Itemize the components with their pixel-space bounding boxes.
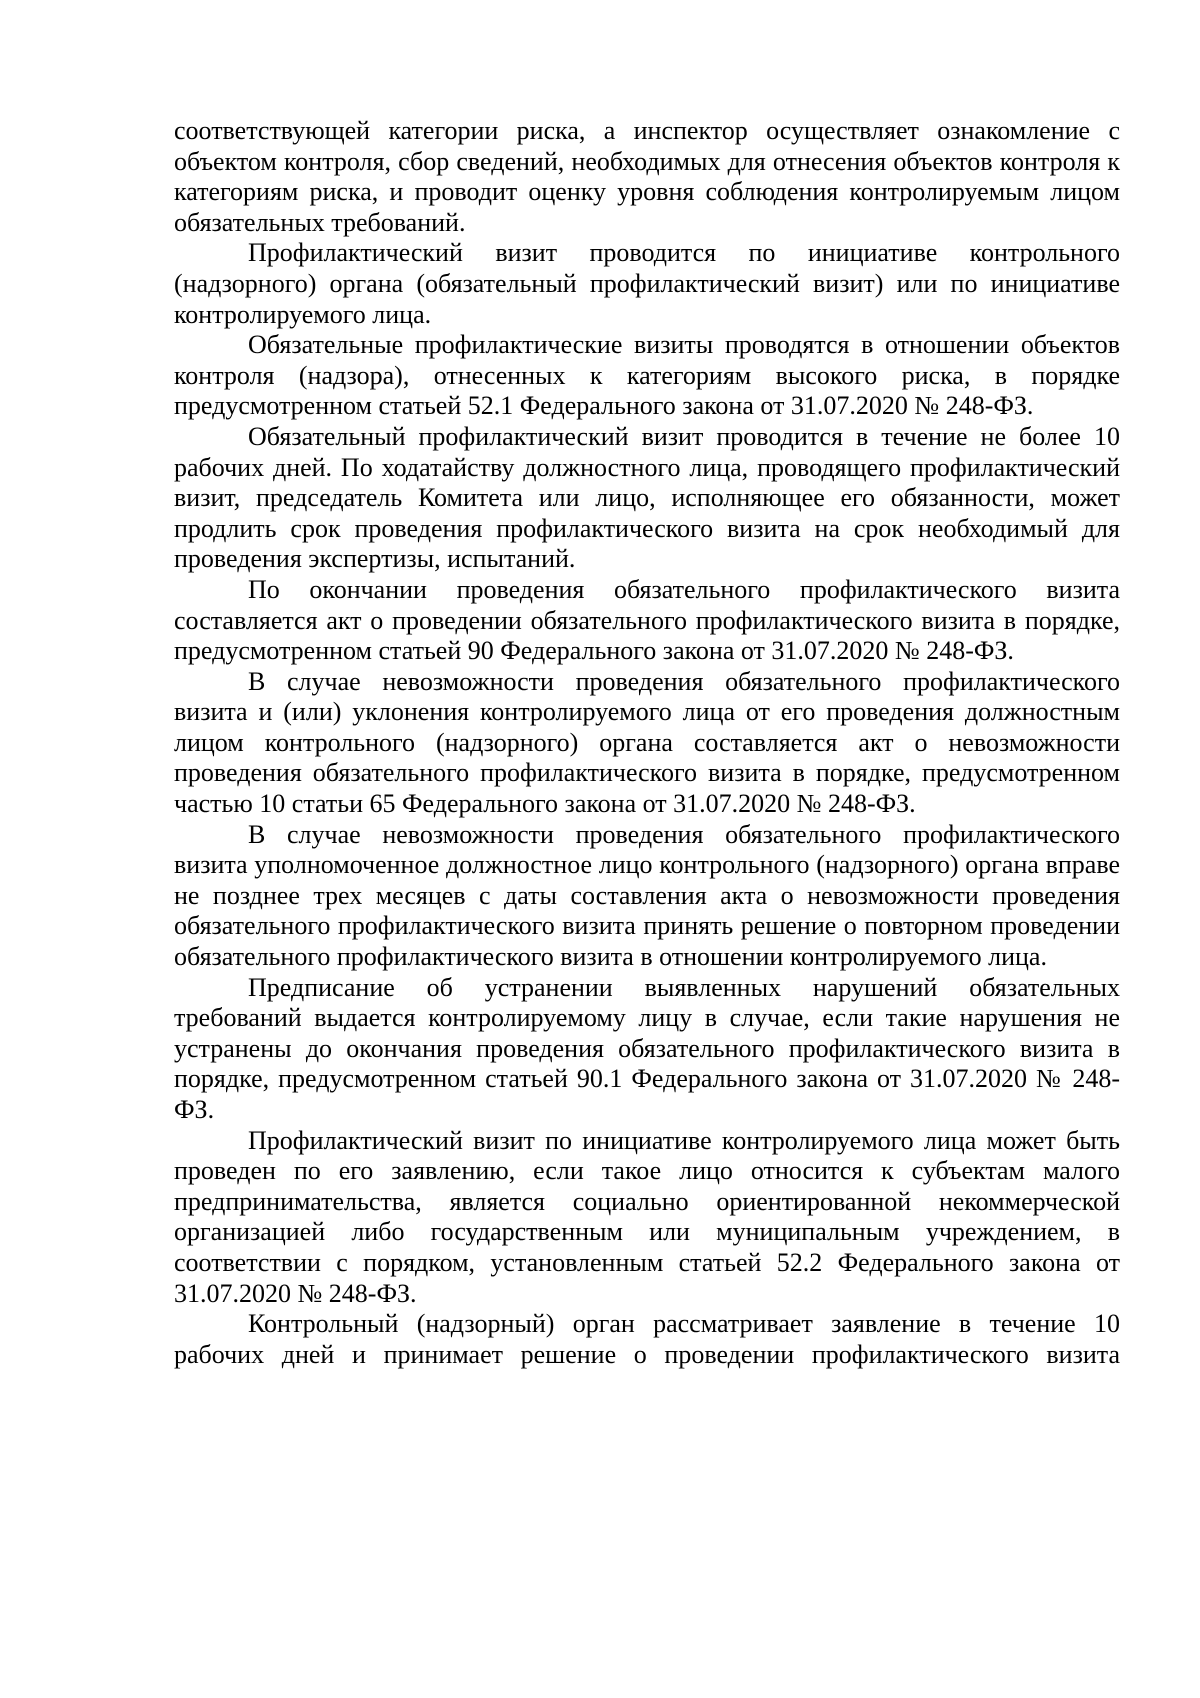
paragraph-8: Предписание об устранении выявленных нарушений обязательных требований выдается контролируемому лицу в случае, если такие нарушения не устранены до окончания проведения обязательного профилактического визита в порядке, предусмотренном статьей 90.1 Федерального закона от 31.07.2020 № 248-ФЗ. [174, 972, 1120, 1124]
paragraph-7: В случае невозможности проведения обязательного профилактического визита уполномоченное должностное лицо контрольного (надзорного) органа вправе не позднее трех месяцев с даты составления акта о невозможности проведения обязательного профилактического визита принять решение о повторном проведении обязательного профилактического визита в отношении контролируемого лица. [174, 819, 1120, 972]
document-page [174, 116, 1120, 1370]
paragraph-6: В случае невозможности проведения обязательного профилактического визита и (или) уклонения контролируемого лица от его проведения должностным лицом контрольного (надзорного) органа составляется акт о невозможности проведения обязательного профилактического визита в порядке, предусмотренном частью 10 статьи 65 Федерального закона от 31.07.2020 № 248-ФЗ. [174, 666, 1120, 819]
paragraph-4: Обязательный профилактический визит проводится в течение не более 10 рабочих дней. По ходатайству должностного лица, проводящего профилактический визит, председатель Комитета или лицо, исполняющее его обязанности, может продлить срок проведения профилактического визита на срок необходимый для проведения экспертизы, испытаний. [174, 421, 1120, 574]
paragraph-1: соответствующей категории риска, а инспектор осуществляет ознакомление с объектом контроля, сбор сведений, необходимых для отнесения объектов контроля к категориям риска, и проводит оценку уровня соблюдения контролируемым лицом обязательных требований. [174, 116, 1120, 237]
paragraph-5: По окончании проведения обязательного профилактического визита составляется акт о проведении обязательного профилактического визита в порядке, предусмотренном статьей 90 Федерального закона от 31.07.2020 № 248-ФЗ. [174, 574, 1120, 666]
paragraph-10: Контрольный (надзорный) орган рассматривает заявление в течение 10 рабочих дней и принимает решение о проведении профилактического визита [174, 1309, 1120, 1369]
paragraph-3: Обязательные профилактические визиты проводятся в отношении объектов контроля (надзора), отнесенных к категориям высокого риска, в порядке предусмотренном статьей 52.1 Федерального закона от 31.07.2020 № 248-ФЗ. [174, 330, 1120, 421]
paragraph-9: Профилактический визит по инициативе контролируемого лица может быть проведен по его заявлению, если такое лицо относится к субъектам малого предпринимательства, является социально ориентированной некоммерческой организацией либо государственным или муниципальным учреждением, в соответствии с порядком, установленным статьей 52.2 Федерального закона от 31.07.2020 № 248-ФЗ. [174, 1125, 1120, 1308]
paragraph-2: Профилактический визит проводится по инициативе контрольного (надзорного) органа (обязательный профилактический визит) или по инициативе контролируемого лица. [174, 238, 1120, 329]
